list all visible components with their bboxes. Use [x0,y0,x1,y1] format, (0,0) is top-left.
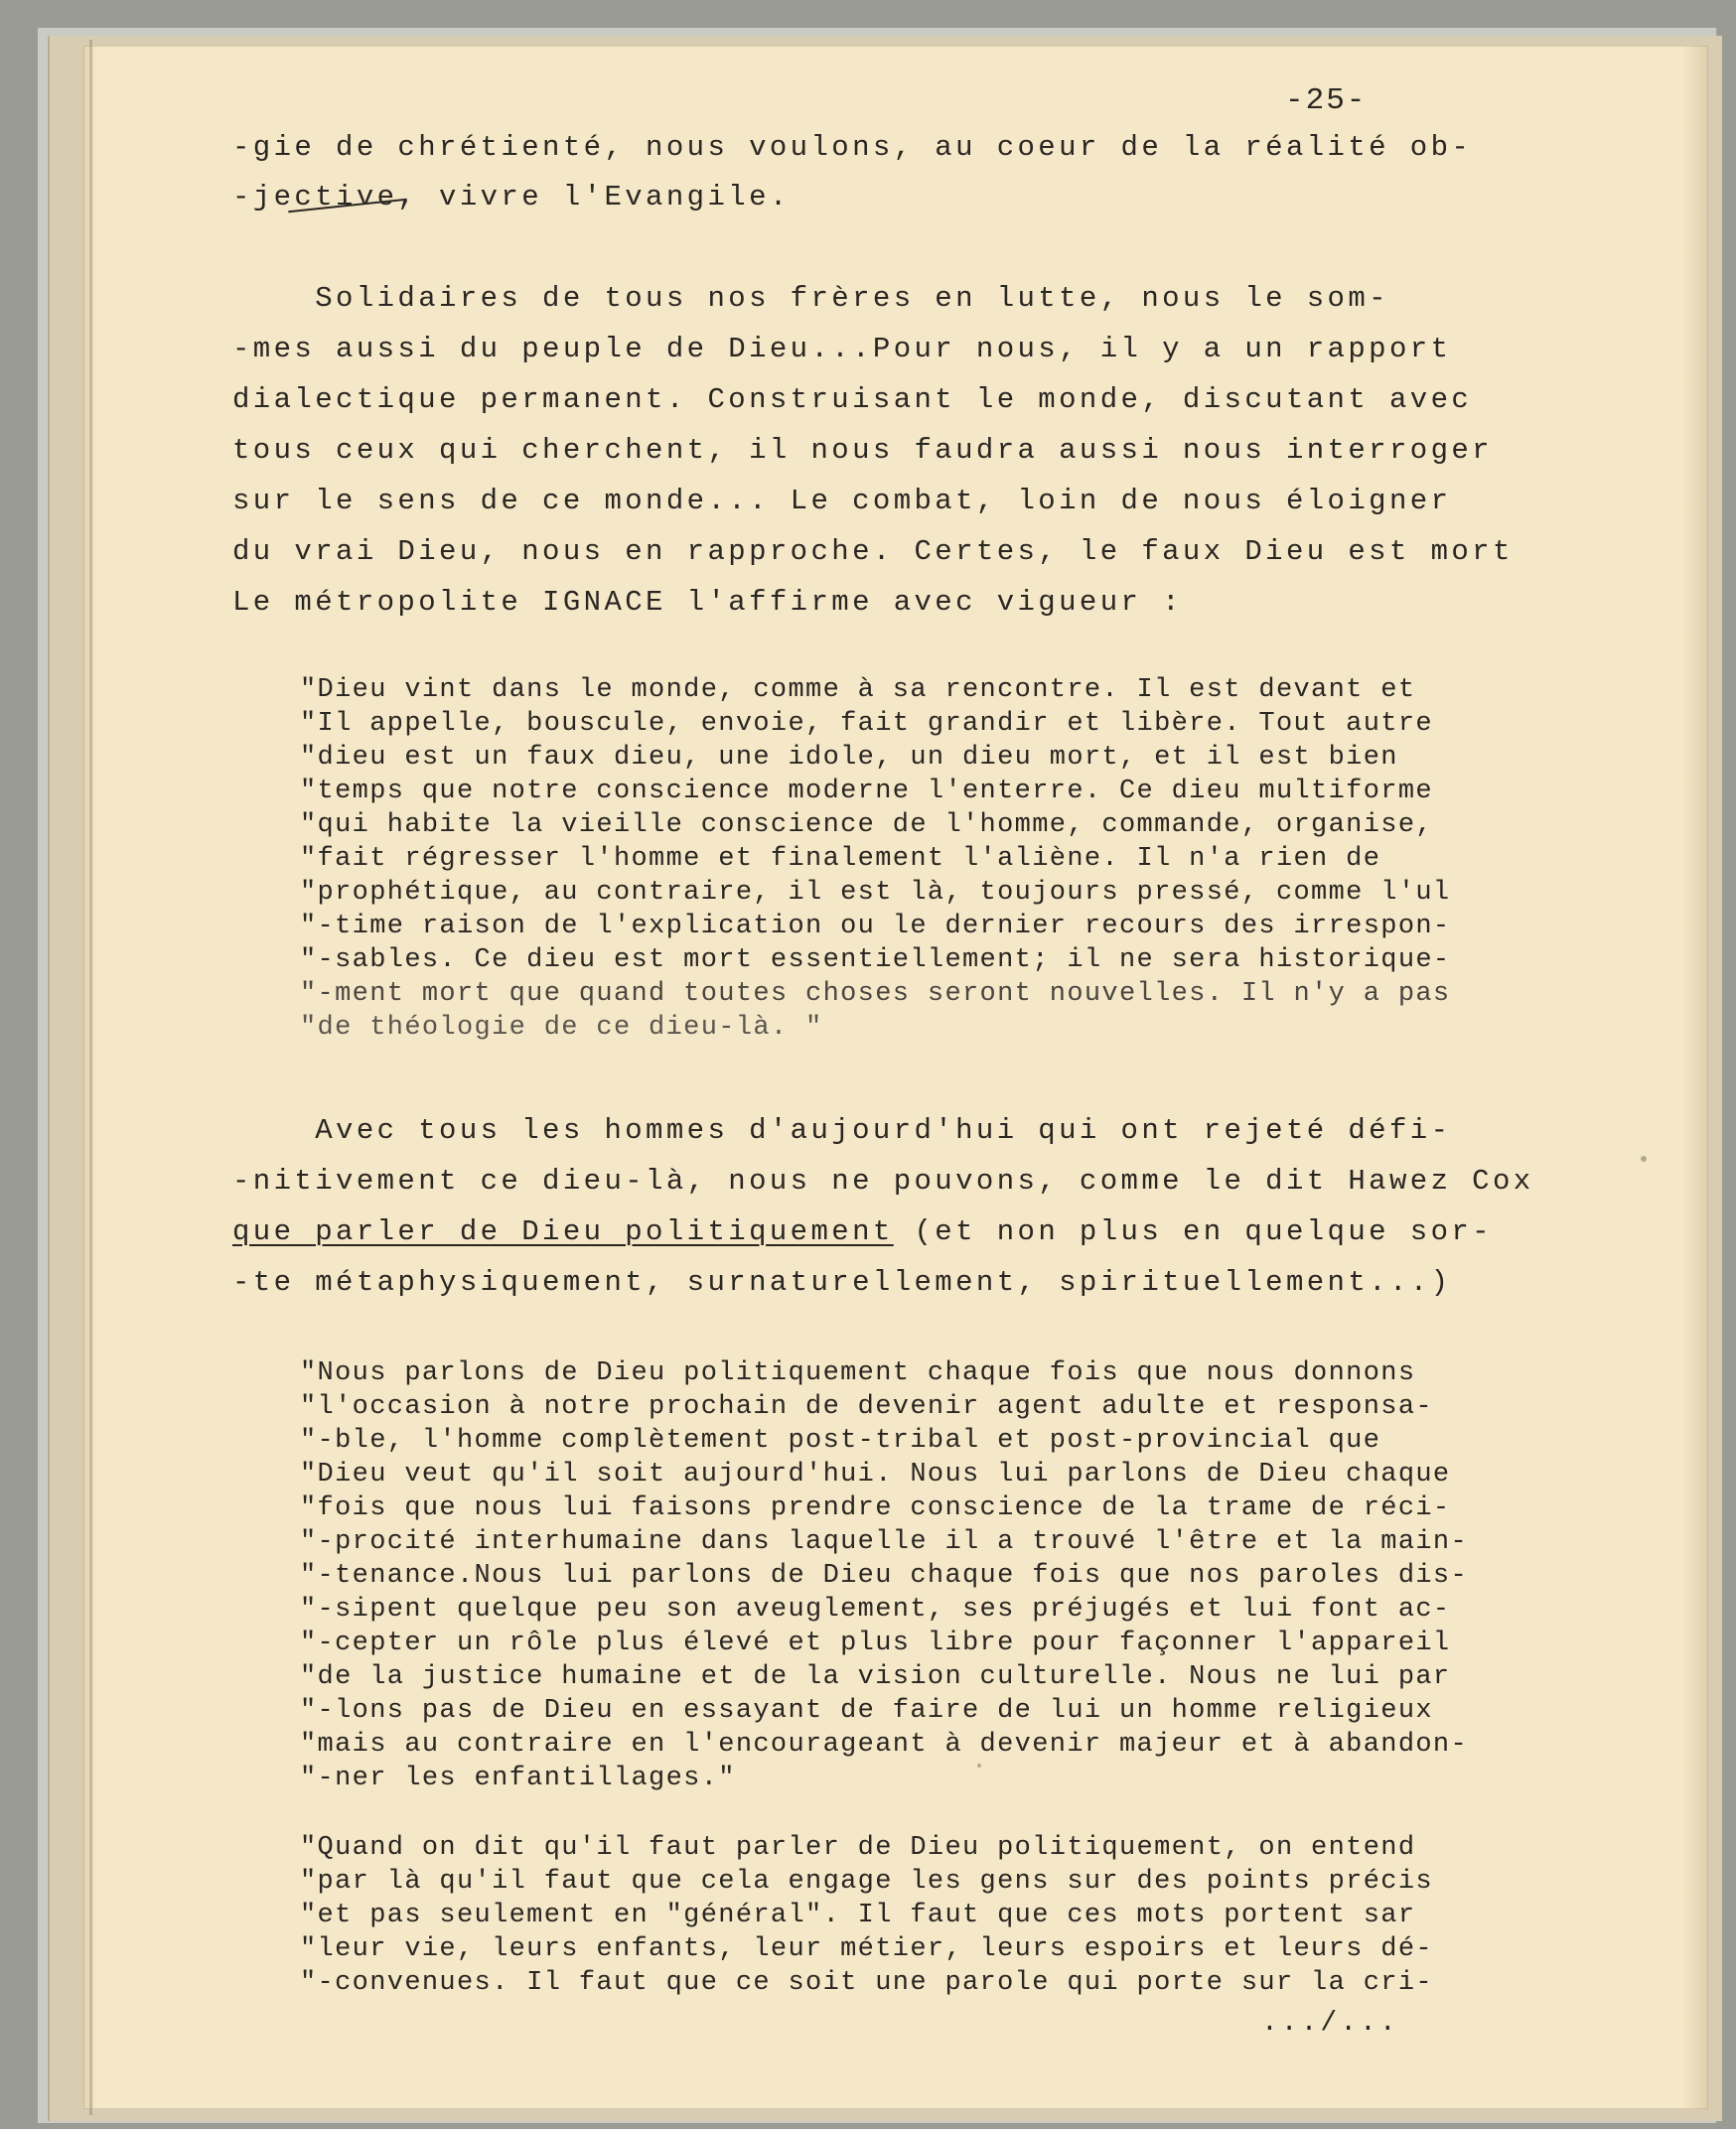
quote-line: "prophétique, au contraire, il est là, toujours pressé, comme l'ul [300,878,1451,908]
quote-line: "de la justice humaine et de la vision culturelle. Nous ne lui par [300,1662,1451,1692]
paper-speck [977,1764,981,1768]
quote-line: "leur vie, leurs enfants, leur métier, leurs espoirs et leurs dé- [300,1934,1433,1964]
quote-line: "l'occasion à notre prochain de devenir agent adulte et responsa- [300,1392,1433,1422]
body-line: -jective, vivre l'Evangile. [232,181,791,213]
quote-line: "mais au contraire en l'encourageant à devenir majeur et à abandon- [300,1730,1469,1760]
quote-line: "Dieu vint dans le monde, comme à sa rencontre. Il est devant et [300,675,1416,705]
quote-line: "dieu est un faux dieu, une idole, un dieu mort, et il est bien [300,743,1398,773]
quote-line: "-ble, l'homme complètement post-tribal et post-provincial que [300,1426,1381,1456]
quote-line: "-convenues. Il faut que ce soit une parole qui porte sur la cri- [300,1968,1433,1998]
binding-edge [89,40,92,2115]
body-line: Le métropolite IGNACE l'affirme avec vigueur : [232,586,1183,619]
body-line: du vrai Dieu, nous en rapproche. Certes, le faux Dieu est mort [232,535,1514,568]
quote-line: "Il appelle, bouscule, envoie, fait grandir et libère. Tout autre [300,709,1433,739]
quote-line: "Nous parlons de Dieu politiquement chaque fois que nous donnons [300,1358,1416,1388]
body-line: -gie de chrétienté, nous voulons, au coeur de la réalité ob- [232,131,1473,164]
quote-line: "-time raison de l'explication ou le dernier recours des irrespon- [300,912,1451,941]
quote-line-faded: "de théologie de ce dieu-là. " [300,1013,823,1043]
quote-line: "-lons pas de Dieu en essayant de faire de lui un homme religieux [300,1696,1433,1726]
quote-line: "-ner les enfantillages." [300,1764,736,1793]
body-line: sur le sens de ce monde... Le combat, loin de nous éloigner [232,485,1452,517]
body-line: dialectique permanent. Construisant le monde, discutant avec [232,383,1473,416]
quote-line: "temps que notre conscience moderne l'enterre. Ce dieu multiforme [300,777,1433,806]
quote-line: "et pas seulement en "général". Il faut que ces mots portent sar [300,1901,1416,1930]
quote-line: "Dieu veut qu'il soit aujourd'hui. Nous lui parlons de Dieu chaque [300,1460,1451,1490]
body-line: -nitivement ce dieu-là, nous ne pouvons, comme le dit Hawez Cox [232,1165,1534,1198]
quote-line-faded: "-ment mort que quand toutes choses seront nouvelles. Il n'y a pas [300,979,1451,1009]
quote-line: "fait régresser l'homme et finalement l'aliène. Il n'a rien de [300,844,1381,874]
quote-line: "-tenance.Nous lui parlons de Dieu chaque fois que nos paroles dis- [300,1561,1469,1591]
underlined-phrase: que parler de Dieu politiquement [232,1215,894,1248]
quote-line: "qui habite la vieille conscience de l'homme, commande, organise, [300,810,1433,840]
body-line: -te métaphysiquement, surnaturellement, spirituellement...) [232,1266,1452,1299]
quote-line: "fois que nous lui faisons prendre conscience de la trame de réci- [300,1493,1451,1523]
typewritten-page [83,46,1708,2109]
body-line: Solidaires de tous nos frères en lutte, nous le som- [232,282,1389,315]
page-number: -25- [1285,83,1368,118]
body-line: -mes aussi du peuple de Dieu...Pour nous, il y a un rapport [232,333,1452,365]
quote-line: "-procité interhumaine dans laquelle il a trouvé l'être et la main- [300,1527,1469,1557]
quote-line: "-cepter un rôle plus élevé et plus libre pour façonner l'appareil [300,1629,1451,1658]
continuation-mark: .../... [1261,2008,1399,2039]
body-line: tous ceux qui cherchent, il nous faudra aussi nous interroger [232,434,1493,467]
body-line: Avec tous les hommes d'aujourd'hui qui ont rejeté défi- [232,1114,1452,1147]
paper-speck [1641,1156,1647,1162]
quote-line: "-sables. Ce dieu est mort essentiellement; il ne sera historique- [300,945,1451,975]
quote-line: "-sipent quelque peu son aveuglement, ses préjugés et lui font ac- [300,1595,1451,1625]
quote-line: "Quand on dit qu'il faut parler de Dieu politiquement, on entend [300,1833,1416,1863]
body-line-rest: (et non plus en quelque sor- [893,1215,1493,1248]
quote-line: "par là qu'il faut que cela engage les gens sur des points précis [300,1867,1433,1897]
body-line-with-underline [232,1215,1493,1248]
